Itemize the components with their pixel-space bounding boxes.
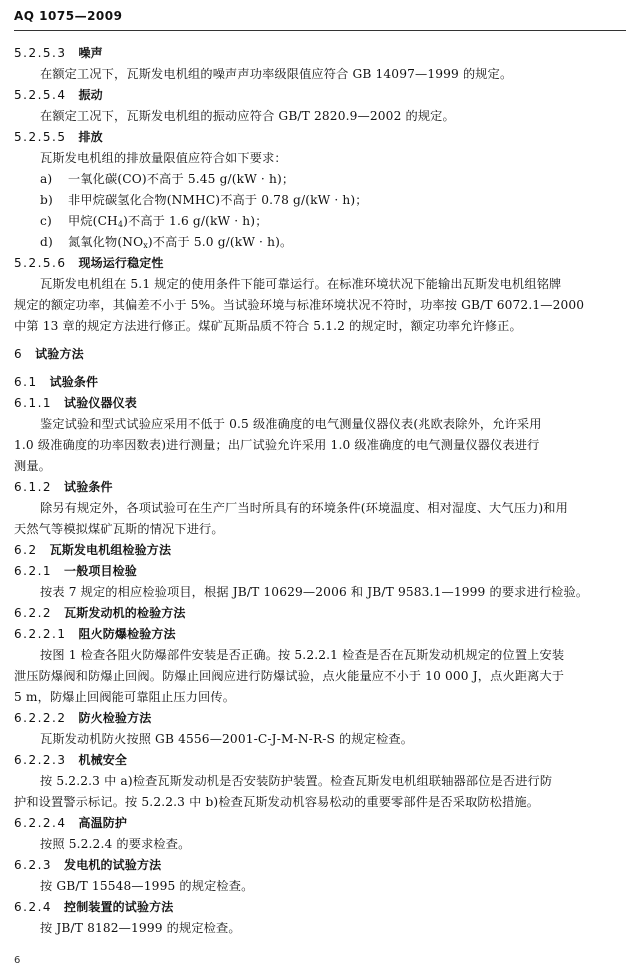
paragraph-continuation: 测量。 bbox=[14, 459, 52, 473]
section-heading bbox=[14, 709, 151, 727]
list-marker: d) bbox=[40, 235, 53, 249]
list-marker: b) bbox=[40, 193, 53, 207]
section-heading bbox=[14, 128, 103, 146]
chemical-subscript: x bbox=[143, 241, 148, 250]
paragraph-line: 在额定工况下，瓦斯发电机组的振动应符合 GB/T 2820.9—2002 的规定。 bbox=[40, 109, 455, 123]
section-number: 6.1.1 bbox=[14, 396, 53, 410]
list-item bbox=[40, 191, 368, 209]
section-heading bbox=[14, 898, 173, 916]
section-heading bbox=[14, 373, 98, 391]
paragraph-line: 按 GB/T 15548—1995 的规定检查。 bbox=[40, 879, 254, 893]
paragraph-line: 按照 5.2.2.4 的要求检查。 bbox=[40, 837, 191, 851]
section-heading bbox=[14, 478, 113, 496]
list-marker: a) bbox=[40, 172, 53, 186]
section-number: 5.2.5.5 bbox=[14, 130, 67, 144]
list-item-text: 甲烷(CH bbox=[68, 214, 118, 228]
list-item bbox=[40, 212, 268, 230]
list-item bbox=[40, 170, 294, 188]
section-title: 试验仪器仪表 bbox=[64, 396, 137, 410]
section-heading bbox=[14, 625, 176, 643]
list-item-text: 非甲烷碳氢化合物(NMHC)不高于 0.78 g/(kW · h)； bbox=[68, 193, 368, 207]
section-number: 6.1.2 bbox=[14, 480, 53, 494]
paragraph-continuation: 天然气等模拟煤矿瓦斯的情况下进行。 bbox=[14, 522, 224, 536]
list-item-text: 氮氧化物(NO bbox=[68, 235, 144, 249]
section-title: 阻火防爆检验方法 bbox=[78, 627, 176, 641]
paragraph-line: 瓦斯发动机防火按照 GB 4556—2001-C-J-M-N-R-S 的规定检查。 bbox=[40, 732, 414, 746]
list-item-text: 一氧化碳(CO)不高于 5.45 g/(kW · h)； bbox=[68, 172, 295, 186]
paragraph-continuation: 泄压防爆阀和防爆止回阀。防爆止回阀应进行防爆试验，点火能量应不小于 10 000 J，点火距离大于 bbox=[14, 669, 565, 683]
section-heading bbox=[14, 814, 127, 832]
section-number: 6.2.2.1 bbox=[14, 627, 67, 641]
page-number: 6 bbox=[14, 955, 21, 966]
section-heading bbox=[14, 394, 137, 412]
header-rule bbox=[14, 30, 626, 31]
section-title: 发电机的试验方法 bbox=[64, 858, 162, 872]
section-heading bbox=[14, 254, 164, 272]
paragraph-line: 瓦斯发电机组的排放量限值应符合如下要求： bbox=[40, 151, 287, 165]
section-title: 瓦斯发动机的检验方法 bbox=[64, 606, 186, 620]
section-title: 排放 bbox=[78, 130, 103, 144]
paragraph-line: 鉴定试验和型式试验应采用不低于 0.5 级准确度的电气测量仪器仪表(兆欧表除外，允许采用 bbox=[40, 417, 542, 431]
section-title: 高温防护 bbox=[78, 816, 128, 830]
section-title: 试验方法 bbox=[35, 347, 84, 361]
list-item bbox=[40, 233, 292, 251]
section-number: 6.2.2.3 bbox=[14, 753, 67, 767]
section-number: 6.1 bbox=[14, 375, 38, 389]
paragraph-continuation: 规定的额定功率，其偏差不小于 5%。当试验环境与标准环境状况不符时，功率按 GB/T 6072.1—2000 bbox=[14, 298, 585, 312]
section-number: 6.2.2 bbox=[14, 606, 53, 620]
section-title: 一般项目检验 bbox=[64, 564, 137, 578]
section-number: 5.2.5.6 bbox=[14, 256, 67, 270]
section-title: 现场运行稳定性 bbox=[78, 256, 164, 270]
section-title: 机械安全 bbox=[78, 753, 128, 767]
paragraph-line: 按 JB/T 8182—1999 的规定检查。 bbox=[40, 921, 241, 935]
section-title: 瓦斯发电机组检验方法 bbox=[49, 543, 172, 557]
section-title: 振动 bbox=[78, 88, 103, 102]
section-title: 噪声 bbox=[78, 46, 103, 60]
section-number: 6.2.4 bbox=[14, 900, 53, 914]
paragraph-line: 按 5.2.2.3 中 a)检查瓦斯发动机是否安装防护装置。检查瓦斯发电机组联轴器部位是否进行防 bbox=[40, 774, 553, 788]
section-number: 6.2.2.2 bbox=[14, 711, 67, 725]
section-title: 控制装置的试验方法 bbox=[64, 900, 174, 914]
section-number: 5.2.5.3 bbox=[14, 46, 67, 60]
section-number: 6.2.3 bbox=[14, 858, 53, 872]
document-header: AQ 1075—2009 bbox=[14, 9, 123, 23]
paragraph-continuation: 1.0 级准确度的功率因数表)进行测量；出厂试验允许采用 1.0 级准确度的电气测量仪器仪表进行 bbox=[14, 438, 540, 452]
section-heading bbox=[14, 751, 127, 769]
list-item-text-tail: )不高于 5.0 g/(kW · h)。 bbox=[147, 235, 293, 249]
section-number: 6.2 bbox=[14, 543, 38, 557]
section-number: 6.2.2.4 bbox=[14, 816, 67, 830]
section-heading bbox=[14, 856, 161, 874]
paragraph-continuation: 中第 13 章的规定方法进行修正。煤矿瓦斯品质不符合 5.1.2 的规定时，额定功率允许修正。 bbox=[14, 319, 522, 333]
paragraph-continuation: 护和设置警示标记。按 5.2.2.3 中 b)检查瓦斯发动机容易松动的重要零部件是否采取防松措施。 bbox=[14, 795, 540, 809]
paragraph-line: 按图 1 检查各阻火防爆部件安装是否正确。按 5.2.2.1 检查是否在瓦斯发动机规定的位置上安装 bbox=[40, 648, 565, 662]
section-title: 防火检验方法 bbox=[78, 711, 152, 725]
section-heading bbox=[14, 345, 84, 363]
section-heading bbox=[14, 604, 186, 622]
section-number: 6.2.1 bbox=[14, 564, 53, 578]
paragraph-line: 瓦斯发电机组在 5.1 规定的使用条件下能可靠运行。在标准环境状况下能输出瓦斯发电机组铭牌 bbox=[40, 277, 562, 291]
paragraph-continuation: 5 m，防爆止回阀能可靠阻止压力回传。 bbox=[14, 690, 236, 704]
section-title: 试验条件 bbox=[49, 375, 99, 389]
section-heading bbox=[14, 541, 171, 559]
list-item-text-tail: )不高于 1.6 g/(kW · h)； bbox=[123, 214, 268, 228]
section-title: 试验条件 bbox=[64, 480, 113, 494]
paragraph-line: 除另有规定外，各项试验可在生产厂当时所具有的环境条件(环境温度、相对湿度、大气压力)和用 bbox=[40, 501, 568, 515]
list-marker: c) bbox=[40, 214, 52, 228]
chemical-subscript: 4 bbox=[117, 220, 124, 229]
section-heading bbox=[14, 562, 137, 580]
paragraph-line: 在额定工况下，瓦斯发电机组的噪声声功率级限值应符合 GB 14097—1999 的规定。 bbox=[40, 67, 513, 81]
section-heading bbox=[14, 44, 103, 62]
section-number: 5.2.5.4 bbox=[14, 88, 67, 102]
section-heading bbox=[14, 86, 103, 104]
section-number: 6 bbox=[14, 347, 24, 361]
paragraph-line: 按表 7 规定的相应检验项目，根据 JB/T 10629—2006 和 JB/T 9583.1—1999 的要求进行检验。 bbox=[40, 585, 589, 599]
